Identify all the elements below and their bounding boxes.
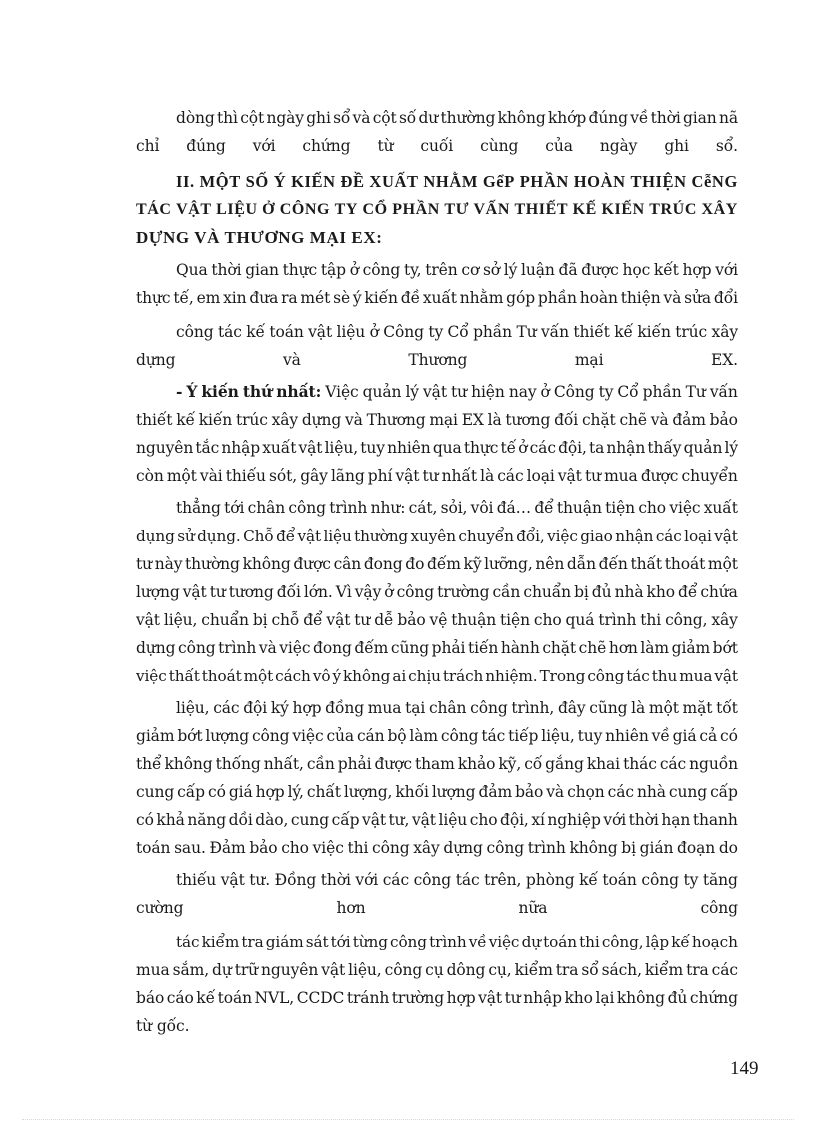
body-line: tư này thường không được cân đong đo đếm kỹ lưỡng, nên dẫn đến thất thoát một (136, 555, 738, 573)
body-line: từ gốc. (136, 1017, 190, 1035)
body-line: còn một vài thiếu sót, gây lãng phí vật tư nhất là các loại vật tư mua được chuyển (136, 467, 738, 485)
body-line: chỉ đúng với chứng từ cuối cùng của ngày ghi sổ. (136, 137, 738, 155)
body-line: thể không thống nhất, cần phải được tham khảo kỹ, cố gắng khai thác các nguồn (136, 755, 738, 773)
body-line: Qua thời gian thực tập ở công ty, trên cơ sở lý luận đã được học kết hợp với (176, 261, 738, 279)
body-line: tác kiểm tra giám sát tới từng công trình về việc dự toán thi công, lập kế hoạch (176, 933, 738, 951)
body-line: lượng vật tư tương đối lớn. Vì vậy ở công trường cần chuẩn bị đủ nhà kho để chứa (136, 583, 738, 601)
body-line: dụng sử dụng. Chỗ để vật liệu thường xuyên chuyển đổi, việc giao nhận các loại vật (136, 527, 738, 545)
section-heading-line: TÁC VẬT LIỆU Ở CÔNG TY CỔ PHẦN TƯ VẤN THIẾT KẾ KIẾN TRÚC XÂY (136, 201, 738, 218)
body-line: công tác kế toán vật liệu ở Công ty Cổ phần Tư vấn thiết kế kiến trúc xây (176, 323, 738, 341)
body-line: dòng thì cột ngày ghi sổ và cột số dư thường không khớp đúng về thời gian nã (176, 109, 738, 127)
body-line: nguyên tắc nhập xuất vật liệu, tuy nhiên qua thực tế ở các đội, ta nhận thấy quản lý (136, 439, 738, 457)
body-line: việc thất thoát một cách vô ý không ai chịu trách nhiệm. Trong công tác thu mua vật (136, 667, 738, 685)
body-line: thẳng tới chân công trình như: cát, sỏi, vôi đá… để thuận tiện cho việc xuất (176, 499, 738, 517)
body-line: - Ý kiến thứ nhất: Việc quản lý vật tư hiện nay ở Công ty Cổ phần Tư vấn (176, 382, 738, 401)
body-line: báo cáo kế toán NVL, CCDC tránh trường hợp vật tư nhập kho lại không đủ chứng (136, 989, 738, 1007)
body-line: dựng công trình và việc đong đếm cũng phải tiến hành chặt chẽ hơn làm giảm bớt (136, 639, 738, 657)
section-heading-line: DỰNG VÀ THƯƠNG MẠI EX: (136, 228, 383, 247)
body-line: mua sắm, dự trữ nguyên vật liệu, công cụ dông cụ, kiểm tra sổ sách, kiểm tra các (136, 961, 738, 979)
footer-divider (22, 1119, 794, 1120)
body-line: dựng và Thương mại EX. (136, 351, 738, 369)
body-line: toán sau. Đảm bảo cho việc thi công xây dựng công trình không bị gián đoạn do (136, 839, 738, 857)
section-heading-line: II. MỘT SỐ Ý KIẾN ĐỀ XUẤT NHẰM GểP PHẦN HOÀN THIỆN CễNG (176, 172, 738, 191)
body-line: vật liệu, chuẩn bị chỗ để vật tư dễ bảo vệ thuận tiện cho quá trình thi công, xây (136, 611, 738, 629)
body-line: liệu, các đội ký hợp đồng mua tại chân công trình, đây cũng là một mặt tốt (176, 699, 738, 717)
page-number: 149 (730, 1058, 759, 1079)
body-line: cường hơn nữa công (136, 899, 738, 917)
body-line: thiếu vật tư. Đồng thời với các công tác trên, phòng kế toán công ty tăng (176, 871, 738, 889)
body-line: giảm bớt lượng công việc của cán bộ làm công tác tiếp liệu, tuy nhiên về giá cả có (136, 727, 738, 745)
body-line: thiết kế kiến trúc xây dựng và Thương mại EX là tương đối chặt chẽ và đảm bảo (136, 411, 738, 429)
body-line: cung cấp có giá hợp lý, chất lượng, khối lượng đảm bảo và chọn các nhà cung cấp (136, 783, 738, 801)
body-line: thực tế, em xin đưa ra mét sè ý kiến đề xuất nhằm góp phần hoàn thiện và sửa đổi (136, 289, 738, 307)
body-line: có khả năng dồi dào, cung cấp vật tư, vật liệu cho đội, xí nghiệp với thời hạn thanh (136, 811, 738, 829)
